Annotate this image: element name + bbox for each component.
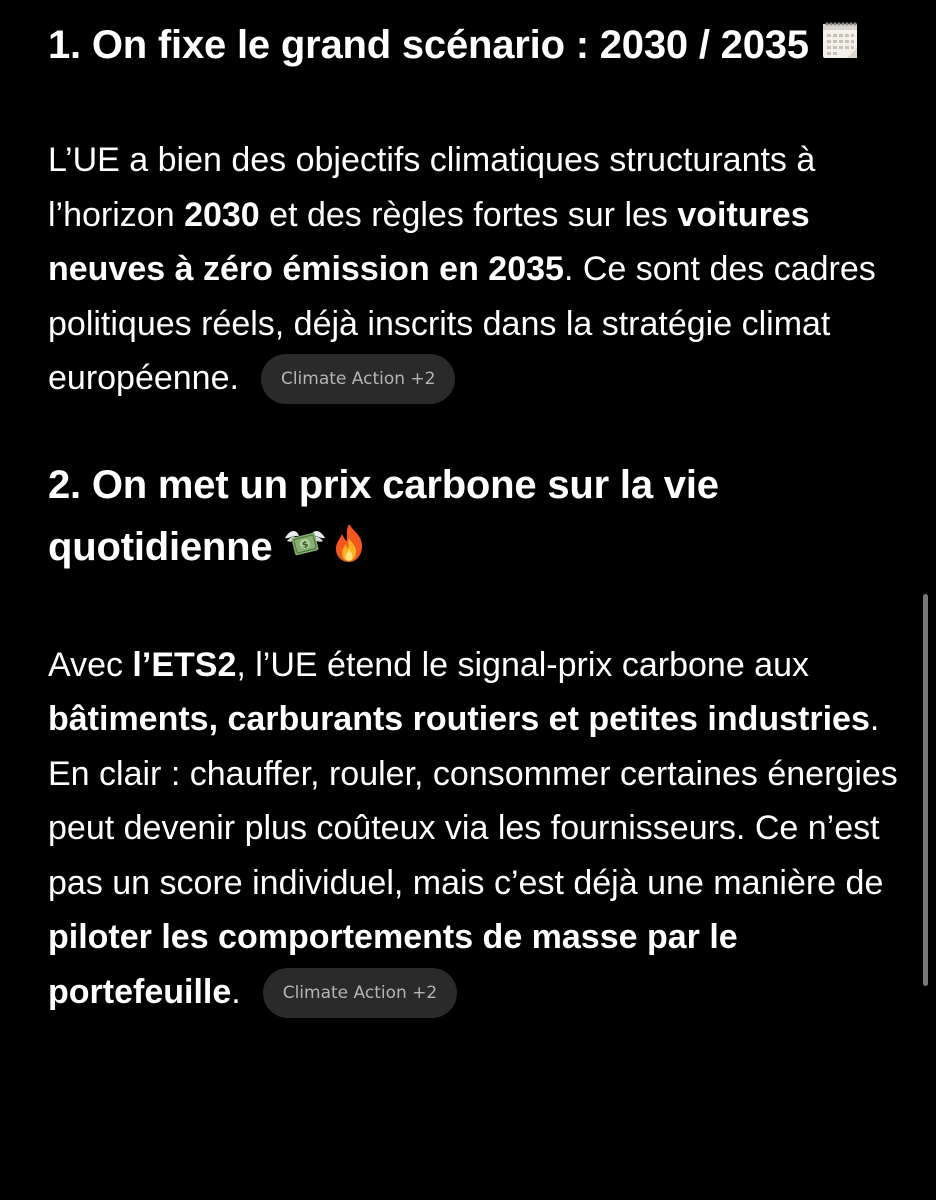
section-1-heading-text: 1. On fixe le grand scénario : 2030 / 2035 <box>48 23 809 67</box>
bold-text-run: l’ETS2 <box>132 645 237 684</box>
text-run: Avec <box>48 645 133 684</box>
text-run: L’UE a bien des objectifs climatiques structurants à l’horizon <box>48 141 816 234</box>
fire-icon <box>332 520 366 582</box>
calendar-icon <box>819 18 863 80</box>
text-run: . <box>231 972 241 1011</box>
text-run: , l’UE étend le signal-prix carbone aux <box>236 645 809 684</box>
bold-text-run: voitures neuves à zéro émission en 2035 <box>48 195 810 288</box>
text-run: et des règles fortes sur les <box>259 195 678 234</box>
section-2-paragraph <box>48 638 898 1020</box>
section-2-heading <box>48 454 898 582</box>
section-2-heading-text: 2. On met un prix carbone sur la vie quotidienne <box>48 462 719 569</box>
money-with-wings-icon <box>282 520 328 582</box>
svg-text:$: $ <box>301 539 310 551</box>
bold-text-run: 2030 <box>184 195 260 234</box>
source-citation-chip[interactable]: Climate Action +2 <box>263 968 458 1018</box>
bold-text-run: piloter les comportements de masse par le portefeuille <box>48 918 738 1011</box>
source-citation-chip[interactable]: Climate Action +2 <box>261 354 456 404</box>
vertical-scrollbar[interactable] <box>923 594 928 986</box>
chat-response <box>48 14 898 1019</box>
text-run: . En clair : chauffer, rouler, consommer certaines énergies peut devenir plus coûteux via les fournisseurs. Ce n’est pas un score individuel, mais c’est déjà une manière de <box>48 700 898 902</box>
section-1-heading <box>48 14 898 80</box>
section-1-paragraph <box>48 133 898 406</box>
bold-text-run: bâtiments, carburants routiers et petites industries <box>48 700 870 738</box>
text-run: . Ce sont des cadres politiques réels, déjà inscrits dans la stratégie climat européenne. <box>48 250 876 397</box>
